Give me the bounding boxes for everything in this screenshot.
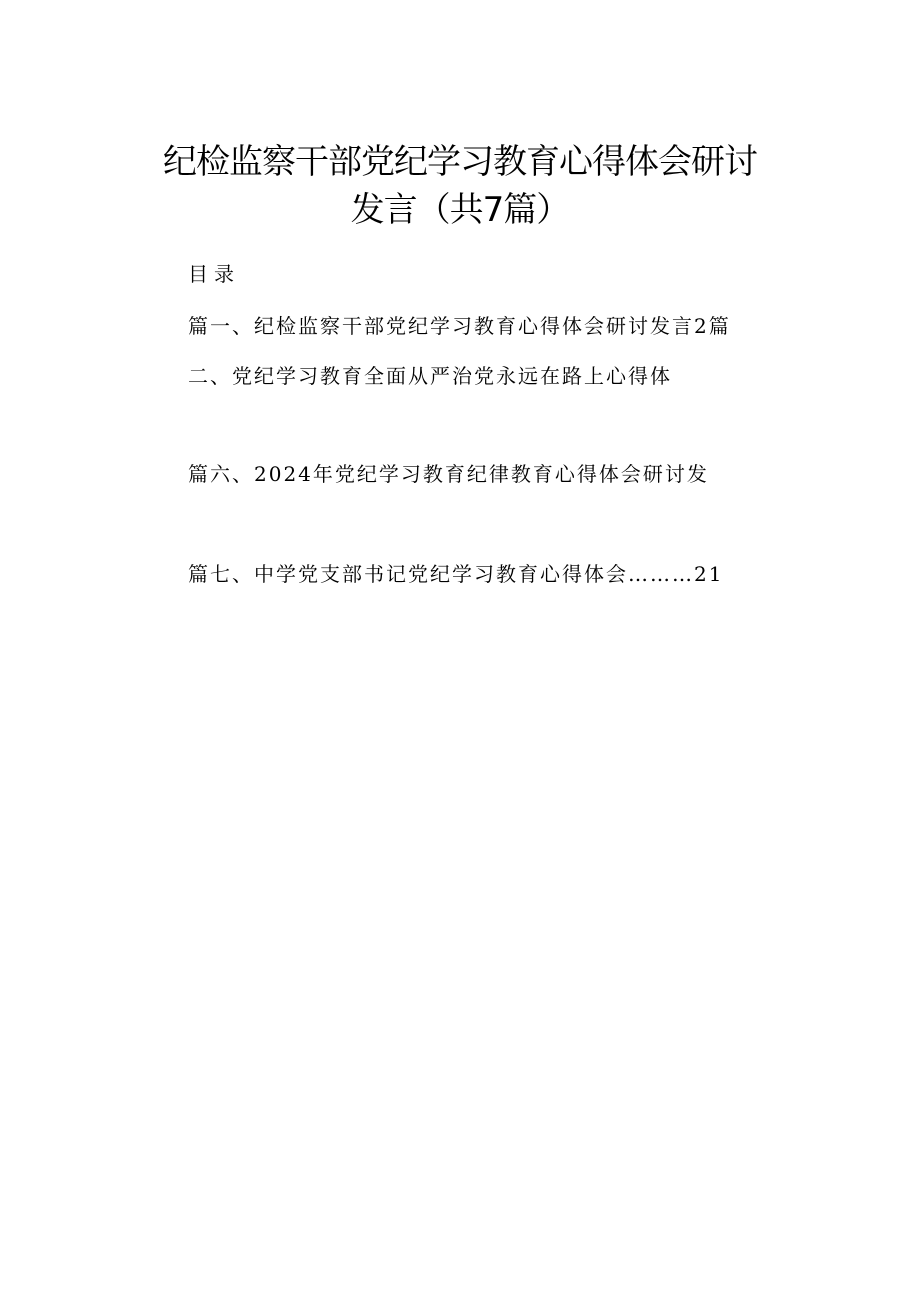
- toc-entry: 篇一、纪检监察干部党纪学习教育心得体会研讨发言2篇: [188, 314, 731, 338]
- toc-entry: 二、党纪学习教育全面从严治党永远在路上心得体: [188, 364, 672, 388]
- toc-entry: 篇六、2024年党纪学习教育纪律教育心得体会研讨发: [188, 462, 709, 486]
- toc-heading: 目录: [188, 262, 240, 286]
- document-title-line-2: 发言（共7篇）: [350, 190, 570, 230]
- toc-entry: 篇七、中学党支部书记党纪学习教育心得体会………21: [188, 562, 724, 586]
- document-title-line-1: 纪检监察干部党纪学习教育心得体会研讨: [163, 142, 757, 182]
